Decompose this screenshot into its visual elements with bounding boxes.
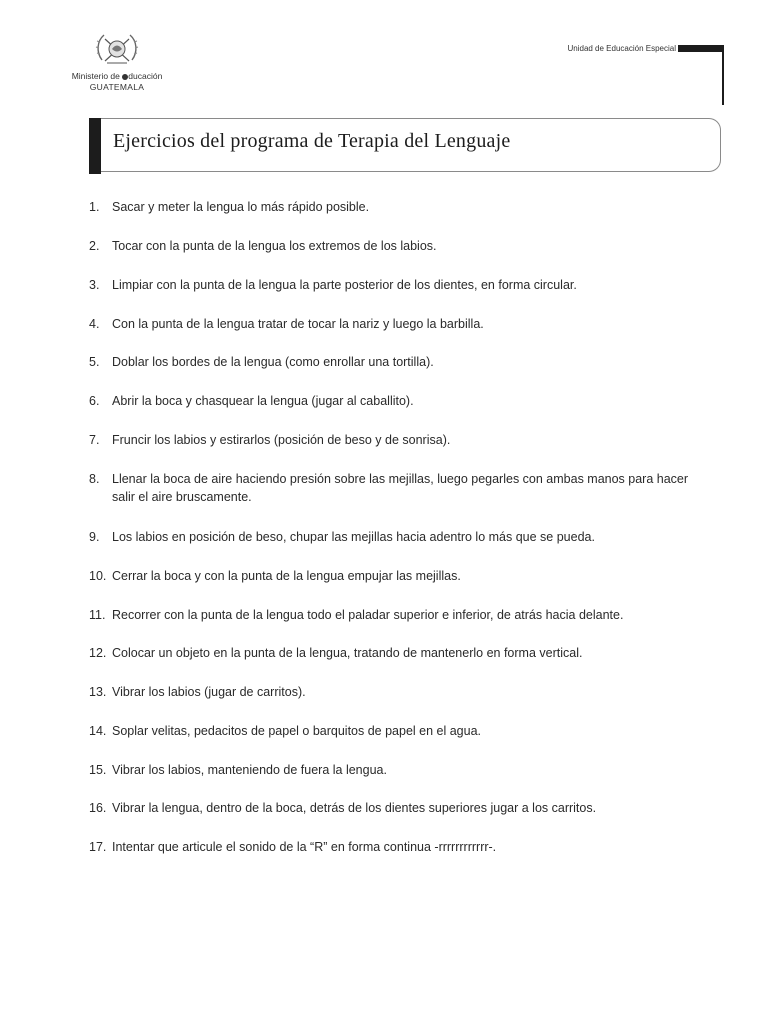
list-item-text: Colocar un objeto en la punta de la lengua, tratando de mantenerlo en forma vertical. (112, 646, 583, 660)
list-item (89, 392, 689, 410)
list-item-text: Tocar con la punta de la lengua los extremos de los labios. (112, 239, 437, 253)
page-title: Ejercicios del programa de Terapia del Lenguaje (113, 130, 511, 152)
list-item-text: Soplar velitas, pedacitos de papel o barquitos de papel en el agua. (112, 724, 482, 738)
unit-label: Unidad de Educación Especial (567, 44, 676, 53)
list-item (89, 470, 689, 506)
list-item-number: 5. (89, 355, 100, 369)
list-item-number: 13. (89, 685, 107, 699)
list-item-number: 1. (89, 200, 100, 214)
ministry-name: Ministerio de ducación (71, 71, 163, 81)
list-item-number: 17. (89, 840, 107, 854)
list-item-text: Con la punta de la lengua tratar de tocar la nariz y luego la barbilla. (112, 317, 484, 331)
corner-bar (678, 45, 724, 52)
list-item-number: 8. (89, 472, 100, 486)
corner-line (722, 45, 724, 105)
list-item-text: Vibrar la lengua, dentro de la boca, detrás de los dientes superiores jugar a los carritos. (112, 801, 597, 815)
list-item-text: Vibrar los labios, manteniendo de fuera la lengua. (112, 763, 387, 777)
list-item-text: Recorrer con la punta de la lengua todo el paladar superior e inferior, de atrás hacia delante. (112, 608, 624, 622)
list-item-text: Sacar y meter la lengua lo más rápido posible. (112, 200, 370, 214)
list-item-text: Cerrar la boca y con la punta de la lengua empujar las mejillas. (112, 569, 461, 583)
list-item-number: 7. (89, 433, 100, 447)
list-item (89, 683, 689, 701)
list-item-text: Llenar la boca de aire haciendo presión sobre las mejillas, luego pegarles con ambas manos para hacer salir el aire bruscamente. (112, 472, 689, 504)
list-item-text: Los labios en posición de beso, chupar las mejillas hacia adentro lo más que se pueda. (112, 530, 595, 544)
title-accent-bar (89, 118, 101, 174)
list-item-text: Limpiar con la punta de la lengua la parte posterior de los dientes, en forma circular. (112, 278, 577, 292)
list-item (89, 237, 689, 255)
country-name: GUATEMALA (89, 82, 145, 92)
list-item (89, 315, 689, 333)
list-item-number: 12. (89, 646, 107, 660)
list-item-text: Fruncir los labios y estirarlos (posición de beso y de sonrisa). (112, 433, 451, 447)
list-item-number: 14. (89, 724, 107, 738)
list-item-number: 9. (89, 530, 100, 544)
list-item-number: 4. (89, 317, 100, 331)
list-item (89, 528, 689, 546)
list-item (89, 838, 689, 856)
list-item (89, 606, 689, 624)
list-item-number: 6. (89, 394, 100, 408)
list-item-number: 3. (89, 278, 100, 292)
list-item (89, 761, 689, 779)
list-item (89, 644, 689, 662)
list-item-text: Doblar los bordes de la lengua (como enrollar una tortilla). (112, 355, 434, 369)
list-item-number: 10. (89, 569, 107, 583)
list-item-text: Intentar que articule el sonido de la “R” en forma continua -rrrrrrrrrrrr-. (112, 840, 497, 854)
list-item (89, 198, 689, 216)
list-item-text: Abrir la boca y chasquear la lengua (jugar al caballito). (112, 394, 414, 408)
list-item-number: 2. (89, 239, 100, 253)
list-item (89, 567, 689, 585)
ministry-logo (62, 30, 172, 93)
list-item-number: 15. (89, 763, 107, 777)
list-item (89, 722, 689, 740)
list-item (89, 799, 689, 817)
list-item-text: Vibrar los labios (jugar de carritos). (112, 685, 306, 699)
list-item-number: 11. (89, 608, 106, 622)
coat-of-arms-icon (94, 30, 140, 68)
list-item-number: 16. (89, 801, 107, 815)
list-item (89, 431, 689, 449)
list-item (89, 353, 689, 371)
list-item (89, 276, 689, 294)
